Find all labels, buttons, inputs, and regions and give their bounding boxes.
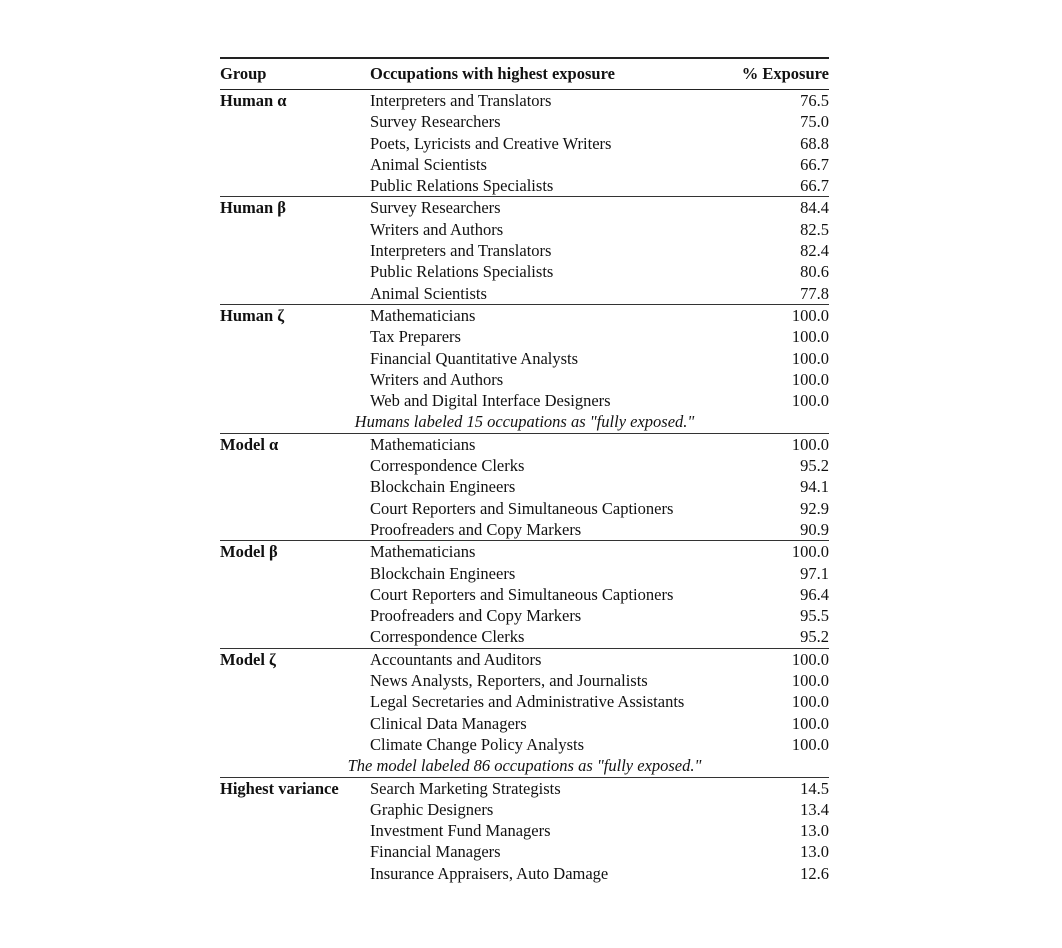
occupation-cell: Legal Secretaries and Administrative Assistants [370, 692, 685, 712]
exposure-cell: 13.0 [800, 842, 829, 862]
occupation-cell: Court Reporters and Simultaneous Captioners [370, 584, 674, 604]
table-row [220, 605, 829, 626]
group-cell-empty [220, 519, 370, 541]
occupation-cell: Survey Researchers [370, 112, 501, 132]
occupation-cell: Accountants and Auditors [370, 648, 740, 670]
table-row [220, 841, 829, 862]
group-cell-empty [220, 584, 370, 605]
group-cell-empty [220, 154, 370, 175]
exposure-cell: 100.0 [791, 327, 829, 347]
exposure-cell: 100.0 [740, 648, 829, 670]
exposure-table [220, 57, 829, 884]
note-row [220, 411, 829, 433]
group-cell-empty [220, 670, 370, 691]
occupation-cell: Investment Fund Managers [370, 821, 551, 841]
group-section [220, 648, 829, 777]
group-note: The model labeled 86 occupations as "fully exposed." [347, 756, 702, 776]
group-cell-empty [220, 261, 370, 282]
table-row [220, 90, 829, 112]
exposure-cell: 100.0 [740, 433, 829, 455]
occupation-cell: Public Relations Specialists [370, 176, 554, 196]
occupation-cell: Correspondence Clerks [370, 627, 525, 647]
group-label: Human α [220, 91, 287, 110]
table-row [220, 734, 829, 755]
exposure-cell: 100.0 [740, 304, 829, 326]
group-cell-empty [220, 326, 370, 347]
occupation-cell: Survey Researchers [370, 197, 740, 219]
table-row [220, 433, 829, 455]
table-row [220, 111, 829, 132]
table-row [220, 670, 829, 691]
table-header [220, 58, 829, 90]
group-cell-empty [220, 175, 370, 197]
exposure-cell: 100.0 [791, 348, 829, 368]
group-cell-empty [220, 111, 370, 132]
occupation-cell: Clinical Data Managers [370, 713, 527, 733]
table-row [220, 304, 829, 326]
table-row [220, 283, 829, 305]
exposure-cell: 14.5 [740, 777, 829, 799]
occupation-cell: Correspondence Clerks [370, 456, 525, 476]
group-cell-empty [220, 691, 370, 712]
occupation-cell: Mathematicians [370, 541, 740, 563]
exposure-cell: 90.9 [800, 519, 829, 539]
group-cell-empty [220, 390, 370, 411]
header-row [220, 58, 829, 90]
occupation-cell: Court Reporters and Simultaneous Captioners [370, 498, 674, 518]
table-row [220, 541, 829, 563]
occupation-cell: Web and Digital Interface Designers [370, 391, 611, 411]
exposure-cell: 80.6 [800, 262, 829, 282]
group-cell-empty [220, 863, 370, 884]
occupation-cell: Financial Managers [370, 842, 501, 862]
group-label: Human β [220, 197, 370, 219]
table-row [220, 154, 829, 175]
exposure-cell: 97.1 [800, 563, 829, 583]
group-cell-empty [220, 369, 370, 390]
group-label: Model α [220, 433, 370, 455]
exposure-cell: 95.2 [800, 456, 829, 476]
group-section [220, 777, 829, 884]
header-occupations: Occupations with highest exposure [370, 58, 740, 90]
table-row [220, 133, 829, 154]
table-row [220, 563, 829, 584]
exposure-cell: 66.7 [800, 154, 829, 174]
table-row [220, 691, 829, 712]
group-section [220, 90, 829, 197]
exposure-cell: 100.0 [791, 713, 829, 733]
exposure-cell: 100.0 [791, 734, 829, 754]
group-cell-empty [220, 734, 370, 755]
exposure-cell: 100.0 [791, 369, 829, 389]
occupation-cell: Interpreters and Translators [370, 241, 552, 261]
exposure-cell: 75.0 [800, 112, 829, 132]
table-row [220, 713, 829, 734]
exposure-cell: 95.2 [800, 627, 829, 647]
table-row [220, 626, 829, 648]
group-note: Humans labeled 15 occupations as "fully exposed." [354, 412, 695, 432]
exposure-cell: 94.1 [800, 477, 829, 497]
group-cell-empty [220, 820, 370, 841]
exposure-cell: 82.4 [800, 241, 829, 261]
occupation-cell: Mathematicians [370, 433, 740, 455]
table-row [220, 240, 829, 261]
exposure-cell: 92.9 [800, 498, 829, 518]
occupation-cell: Poets, Lyricists and Creative Writers [370, 133, 612, 153]
table-row [220, 348, 829, 369]
group-label: Highest variance [220, 777, 370, 799]
table-row [220, 175, 829, 197]
table-row [220, 648, 829, 670]
table-row [220, 390, 829, 411]
occupation-cell: Blockchain Engineers [370, 477, 516, 497]
occupation-cell: Mathematicians [370, 304, 740, 326]
occupation-cell: Blockchain Engineers [370, 563, 516, 583]
header-group: Group [220, 58, 370, 90]
exposure-cell: 12.6 [800, 863, 829, 883]
occupation-cell: Proofreaders and Copy Markers [370, 606, 582, 626]
group-cell-empty [220, 713, 370, 734]
occupation-cell: Insurance Appraisers, Auto Damage [370, 863, 609, 883]
table-row [220, 455, 829, 476]
table-row [220, 476, 829, 497]
exposure-cell: 100.0 [791, 391, 829, 411]
group-cell-empty [220, 799, 370, 820]
group-label: Model ζ [220, 648, 370, 670]
table-row [220, 584, 829, 605]
group-section [220, 541, 829, 648]
occupation-cell: Proofreaders and Copy Markers [370, 519, 582, 539]
group-cell-empty [220, 348, 370, 369]
exposure-cell: 77.8 [800, 283, 829, 303]
group-cell-empty [220, 133, 370, 154]
table-row [220, 498, 829, 519]
occupation-cell: News Analysts, Reporters, and Journalists [370, 671, 648, 691]
group-section [220, 433, 829, 540]
group-section [220, 304, 829, 433]
group-cell-empty [220, 219, 370, 240]
group-label: Human ζ [220, 304, 370, 326]
exposure-cell: 76.5 [800, 91, 829, 110]
table-row [220, 219, 829, 240]
group-cell-empty [220, 626, 370, 648]
occupation-cell: Writers and Authors [370, 369, 504, 389]
group-label: Model β [220, 541, 370, 563]
occupation-cell: Animal Scientists [370, 154, 487, 174]
occupation-cell: Search Marketing Strategists [370, 777, 740, 799]
exposure-cell: 96.4 [800, 584, 829, 604]
occupation-cell: Tax Preparers [370, 327, 461, 347]
occupation-cell: Animal Scientists [370, 283, 487, 303]
group-cell-empty [220, 841, 370, 862]
table-row [220, 519, 829, 541]
exposure-cell: 100.0 [740, 541, 829, 563]
exposure-cell: 100.0 [791, 692, 829, 712]
table-row [220, 863, 829, 884]
exposure-cell: 100.0 [791, 671, 829, 691]
exposure-cell: 84.4 [740, 197, 829, 219]
table-row [220, 777, 829, 799]
occupation-cell: Writers and Authors [370, 219, 504, 239]
exposure-cell: 68.8 [800, 133, 829, 153]
table-row [220, 799, 829, 820]
group-cell-empty [220, 283, 370, 305]
table-row [220, 326, 829, 347]
exposure-cell: 13.4 [800, 799, 829, 819]
group-section [220, 197, 829, 304]
exposure-cell: 13.0 [800, 821, 829, 841]
note-row [220, 755, 829, 777]
group-cell-empty [220, 498, 370, 519]
group-cell-empty [220, 476, 370, 497]
occupation-cell: Financial Quantitative Analysts [370, 348, 579, 368]
exposure-cell: 82.5 [800, 219, 829, 239]
table-row [220, 261, 829, 282]
exposure-cell: 66.7 [800, 176, 829, 196]
table-row [220, 820, 829, 841]
header-exposure: % Exposure [740, 58, 829, 90]
occupation-cell: Graphic Designers [370, 799, 494, 819]
group-cell-empty [220, 240, 370, 261]
occupation-cell: Interpreters and Translators [370, 91, 552, 110]
group-cell-empty [220, 455, 370, 476]
group-cell-empty [220, 605, 370, 626]
table-row [220, 369, 829, 390]
exposure-cell: 95.5 [800, 606, 829, 626]
group-cell-empty [220, 563, 370, 584]
table-row [220, 197, 829, 219]
occupation-cell: Public Relations Specialists [370, 262, 554, 282]
occupation-cell: Climate Change Policy Analysts [370, 734, 585, 754]
